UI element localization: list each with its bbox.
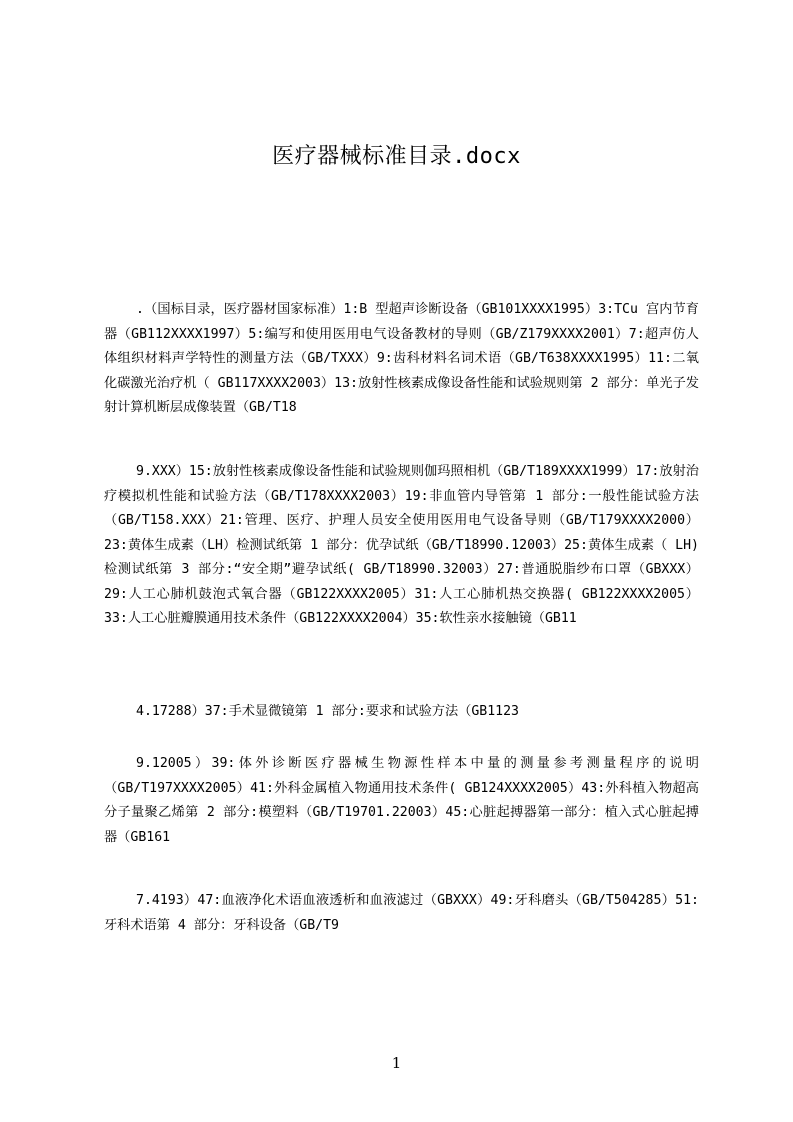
paragraph-2: 9.XXX）15:放射性核素成像设备性能和试验规则伽玛照相机（GB/T189XXXX1999）17:放射治疗模拟机性能和试验方法（GB/T178XXXX2003）19:非血管内导管第 1 部分:一般性能试验方法（GB/T158.XXX）21:管理、医疗、护理人员安全使用医用电气设备导则（GB/T179XXXX2000）23:黄体生成素（LH）检测试纸第 1 部分：优孕试纸（GB/T18990.12003）25:黄体生成素（ LH)检测试纸第 3 部分:“安全期”避孕试纸( GB/T18990.32003）27:普通脱脂纱布口罩（GBXXX）29:人工心肺机鼓泡式氧合器（GB122XXXX2005）31:人工心肺机热交换器( GB122XXXX2005）33:人工心脏瓣膜通用技术条件（GB122XXXX2004）35:软性亲水接触镜（GB11	[104, 464, 699, 627]
paragraph-3: 4.17288）37:手术显微镜第 1 部分:要求和试验方法（GB1123	[136, 704, 519, 720]
page-number: 1	[391, 1054, 402, 1072]
paragraph-5: 7.4193）47:血液净化术语血液透析和血液滤过（GBXXX）49:牙科磨头（GB/T504285）51:牙科术语第 4 部分：牙科设备（GB/T9	[104, 893, 699, 933]
document-title: 医疗器械标准目录.docx	[272, 144, 521, 169]
paragraph-1: .（国标目录，医疗器材国家标准）1:B 型超声诊断设备（GB101XXXX1995）3:TCu 宫内节育器（GB112XXXX1997）5:编写和使用医用电气设备教材的导则（GB/Z179XXXX2001）7:超声仿人体组织材料声学特性的测量方法（GB/TXXX）9:齿科材料名词术语（GB/T638XXXX1995）11:二氧化碳激光治疗机（ GB117XXXX2003）13:放射性核素成像设备性能和试验规则第 2 部分：单光子发射计算机断层成像装置（GB/T18	[104, 302, 699, 416]
paragraph-4: 9.12005）39:体外诊断医疗器械生物源性样本中量的测量参考测量程序的说明（GB/T197XXXX2005）41:外科金属植入物通用技术条件( GB124XXXX2005）43:外科植入物超高分子量聚乙烯第 2 部分:模塑料（GB/T19701.22003）45:心脏起搏器第一部分：植入式心脏起搏器（GB161	[104, 756, 699, 845]
